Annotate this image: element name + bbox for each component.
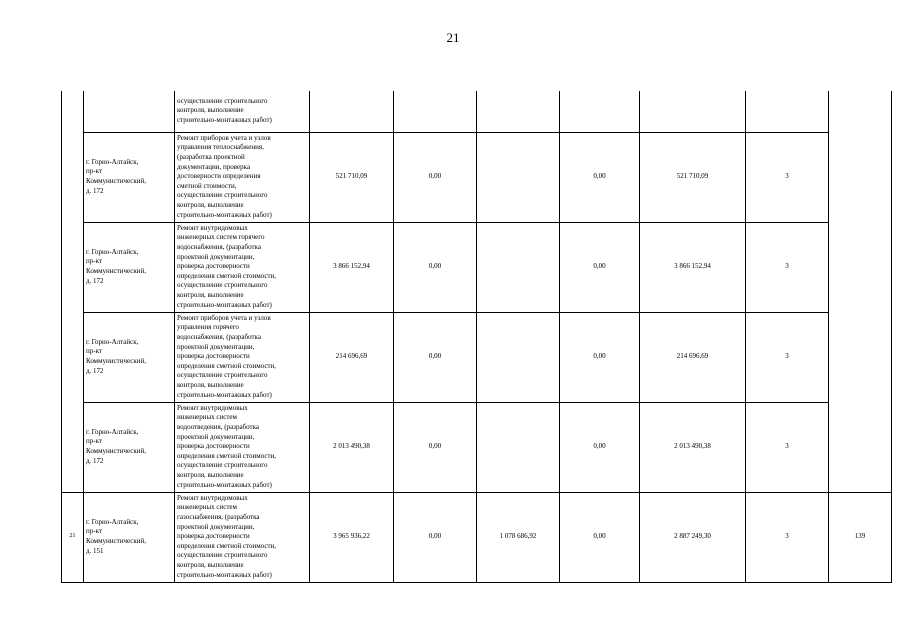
work-line: проверка достоверности bbox=[177, 532, 250, 541]
work-line: проектной документации, bbox=[177, 432, 255, 441]
work-line: Ремонт приборов учета и узлов bbox=[177, 133, 271, 142]
address-line: г. Горно-Алтайск, bbox=[86, 337, 139, 346]
address-line: пр-кт bbox=[86, 167, 102, 176]
cost-cell bbox=[477, 91, 560, 132]
work-line: достоверности определения bbox=[177, 172, 261, 181]
work-line: строительно-монтажных работ) bbox=[177, 116, 272, 125]
cost-cell: 2 013 490,38 bbox=[640, 402, 746, 492]
work-line: водоснабжения, (разработка bbox=[177, 243, 261, 252]
work-cell bbox=[175, 222, 310, 312]
work-line: строительно-монтажных работ) bbox=[177, 480, 272, 489]
address-line: д. 172 bbox=[86, 276, 104, 285]
work-line: инженерных систем горячего bbox=[177, 233, 265, 242]
cost-cell: 0,00 bbox=[560, 312, 640, 402]
work-line: Ремонт внутридомовых bbox=[177, 223, 248, 232]
work-line: осуществление строительного bbox=[177, 371, 268, 380]
total-cost-cell: 2 013 490,38 bbox=[310, 402, 394, 492]
work-line: инженерных систем bbox=[177, 413, 237, 422]
work-line: определения сметной стоимости, bbox=[177, 451, 277, 460]
work-line: контроля, выполнение bbox=[177, 380, 244, 389]
address-line: д. 151 bbox=[86, 546, 104, 555]
address-line: г. Горно-Алтайск, bbox=[86, 247, 139, 256]
total-cost-cell bbox=[310, 91, 394, 132]
address-cell bbox=[84, 492, 175, 582]
work-line: проверка достоверности bbox=[177, 262, 250, 271]
table-row bbox=[62, 222, 892, 312]
work-line: строительно-монтажных работ) bbox=[177, 210, 272, 219]
work-line: контроля, выполнение bbox=[177, 200, 244, 209]
work-line: определения сметной стоимости, bbox=[177, 541, 277, 550]
address-line: пр-кт bbox=[86, 257, 102, 266]
work-line: водоотведения, (разработка bbox=[177, 423, 259, 432]
cost-cell bbox=[477, 312, 560, 402]
work-line: проектной документации, bbox=[177, 522, 255, 531]
address-cell bbox=[84, 132, 175, 222]
work-line: инженерных систем bbox=[177, 503, 237, 512]
cost-cell bbox=[477, 132, 560, 222]
address-line: г. Горно-Алтайск, bbox=[86, 157, 139, 166]
address-cell bbox=[84, 91, 175, 132]
work-line: определения сметной стоимости, bbox=[177, 361, 277, 370]
year-cell bbox=[746, 91, 829, 132]
work-line: газоснабжения, (разработка bbox=[177, 513, 260, 522]
total-cost-cell: 3 965 936,22 bbox=[310, 492, 394, 582]
work-line: управления теплоснабжения, bbox=[177, 143, 264, 152]
work-line: документации, проверка bbox=[177, 162, 251, 171]
address-line: г. Горно-Алтайск, bbox=[86, 517, 139, 526]
work-line: строительно-монтажных работ) bbox=[177, 390, 272, 399]
cost-cell bbox=[640, 91, 746, 132]
address-line: д. 172 bbox=[86, 366, 104, 375]
cost-cell bbox=[477, 222, 560, 312]
work-cell bbox=[175, 312, 310, 402]
cost-cell: 2 887 249,30 bbox=[640, 492, 746, 582]
address-cell bbox=[84, 222, 175, 312]
work-line: контроля, выполнение bbox=[177, 106, 244, 115]
address-line: д. 172 bbox=[86, 456, 104, 465]
cost-cell bbox=[560, 91, 640, 132]
work-line: осуществление строительного bbox=[177, 461, 268, 470]
cost-cell: 0,00 bbox=[394, 132, 477, 222]
work-line: контроля, выполнение bbox=[177, 560, 244, 569]
work-line: проверка достоверности bbox=[177, 442, 250, 451]
work-line: осуществление строительного bbox=[177, 191, 268, 200]
year-cell: 3 bbox=[746, 402, 829, 492]
total-cost-cell: 521 710,09 bbox=[310, 132, 394, 222]
work-cell bbox=[175, 91, 310, 132]
work-line: Ремонт внутридомовых bbox=[177, 403, 248, 412]
cost-cell: 1 078 686,92 bbox=[477, 492, 560, 582]
cost-cell: 0,00 bbox=[560, 222, 640, 312]
address-line: пр-кт bbox=[86, 437, 102, 446]
address-line: г. Горно-Алтайск, bbox=[86, 427, 139, 436]
work-line: Ремонт приборов учета и узлов bbox=[177, 313, 271, 322]
work-line: осуществление строительного bbox=[177, 551, 268, 560]
table-row bbox=[62, 492, 892, 582]
work-line: проектной документации, bbox=[177, 342, 255, 351]
cost-cell: 0,00 bbox=[394, 402, 477, 492]
year-cell: 3 bbox=[746, 312, 829, 402]
work-line: (разработка проектной bbox=[177, 153, 245, 162]
cost-cell: 0,00 bbox=[394, 222, 477, 312]
cost-cell: 521 710,09 bbox=[640, 132, 746, 222]
row-number-cell: 21 bbox=[62, 492, 84, 582]
work-line: строительно-монтажных работ) bbox=[177, 570, 272, 579]
address-line: Коммунистический, bbox=[86, 357, 147, 365]
cost-cell: 0,00 bbox=[560, 132, 640, 222]
cost-cell: 3 866 152,94 bbox=[640, 222, 746, 312]
work-line: контроля, выполнение bbox=[177, 290, 244, 299]
capital-repair-table bbox=[61, 91, 892, 583]
cost-cell: 214 696,69 bbox=[640, 312, 746, 402]
work-cell bbox=[175, 402, 310, 492]
address-line: Коммунистический, bbox=[86, 267, 147, 275]
last-cell bbox=[829, 91, 892, 492]
table-row bbox=[62, 402, 892, 492]
year-cell: 3 bbox=[746, 222, 829, 312]
table-row bbox=[62, 312, 892, 402]
cost-cell: 0,00 bbox=[394, 312, 477, 402]
address-line: пр-кт bbox=[86, 527, 102, 536]
address-line: пр-кт bbox=[86, 347, 102, 356]
cost-cell: 0,00 bbox=[560, 492, 640, 582]
cost-cell: 0,00 bbox=[394, 492, 477, 582]
last-cell: 139 bbox=[829, 492, 892, 582]
year-cell: 3 bbox=[746, 132, 829, 222]
cost-cell: 0,00 bbox=[560, 402, 640, 492]
work-line: проектной документации, bbox=[177, 252, 255, 261]
address-line: Коммунистический, bbox=[86, 537, 147, 545]
work-line: Ремонт внутридомовых bbox=[177, 493, 248, 502]
work-line: осуществление строительного bbox=[177, 281, 268, 290]
year-cell: 3 bbox=[746, 492, 829, 582]
work-line: осуществление строительного bbox=[177, 96, 268, 105]
work-line: определения сметной стоимости, bbox=[177, 271, 277, 280]
table-row bbox=[62, 132, 892, 222]
work-line: сметной стоимости, bbox=[177, 181, 237, 190]
address-cell bbox=[84, 312, 175, 402]
total-cost-cell: 3 866 152,94 bbox=[310, 222, 394, 312]
address-cell bbox=[84, 402, 175, 492]
work-line: контроля, выполнение bbox=[177, 470, 244, 479]
work-line: проверка достоверности bbox=[177, 352, 250, 361]
cost-cell bbox=[394, 91, 477, 132]
work-line: водоснабжения, (разработка bbox=[177, 333, 261, 342]
address-line: д. 172 bbox=[86, 186, 104, 195]
work-line: управления горячего bbox=[177, 323, 239, 332]
work-line: строительно-монтажных работ) bbox=[177, 300, 272, 309]
total-cost-cell: 214 696,69 bbox=[310, 312, 394, 402]
cost-cell bbox=[477, 402, 560, 492]
table-row bbox=[62, 91, 892, 132]
work-cell bbox=[175, 132, 310, 222]
work-cell bbox=[175, 492, 310, 582]
address-line: Коммунистический, bbox=[86, 447, 147, 455]
page-number: 21 bbox=[446, 30, 460, 45]
row-number-cell bbox=[62, 91, 84, 492]
address-line: Коммунистический, bbox=[86, 177, 147, 185]
